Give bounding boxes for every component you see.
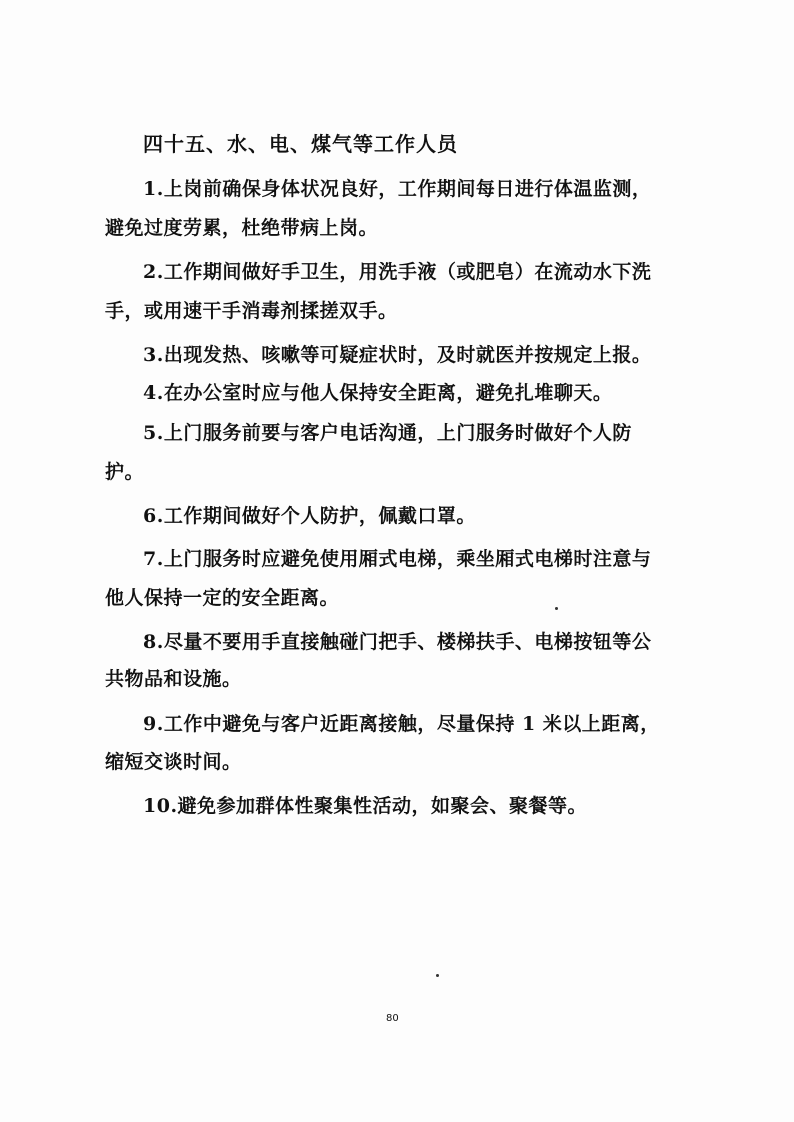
item-5-line-2: 护。	[105, 461, 145, 483]
item-1-line-1: 1.上岗前确保身体状况良好，工作期间每日进行体温监测，	[143, 178, 652, 200]
item-9-line-2: 缩短交谈时间。	[105, 751, 242, 773]
item-7-line-2: 他人保持一定的安全距离。	[105, 587, 340, 609]
item-9-line-1: 9.工作中避免与客户近距离接触，尽量保持 1 米以上距离，	[143, 713, 660, 735]
scan-speck	[555, 607, 558, 610]
item-10-line-1: 10.避免参加群体性聚集性活动，如聚会、聚餐等。	[143, 795, 588, 817]
item-7-line-1: 7.上门服务时应避免使用厢式电梯，乘坐厢式电梯时注意与	[143, 548, 652, 570]
item-3-line-1: 3.出现发热、咳嗽等可疑症状时，及时就医并按规定上报。	[143, 344, 652, 366]
item-8-line-2: 共物品和设施。	[105, 668, 242, 690]
item-5-line-1: 5.上门服务前要与客户电话沟通，上门服务时做好个人防	[143, 422, 632, 444]
item-8-line-1: 8.尽量不要用手直接触碰门把手、楼梯扶手、电梯按钮等公	[143, 631, 652, 653]
item-4-line-1: 4.在办公室时应与他人保持安全距离，避免扎堆聊天。	[143, 382, 613, 404]
item-6-line-1: 6.工作期间做好个人防护，佩戴口罩。	[143, 505, 476, 527]
page-number: 80	[386, 1013, 399, 1024]
scan-speck	[436, 974, 439, 977]
item-2-line-2: 手，或用速干手消毒剂揉搓双手。	[105, 300, 398, 322]
section-heading: 四十五、水、电、煤气等工作人员	[143, 132, 458, 156]
item-2-line-1: 2.工作期间做好手卫生，用洗手液（或肥皂）在流动水下洗	[143, 261, 652, 283]
item-1-line-2: 避免过度劳累，杜绝带病上岗。	[105, 217, 379, 239]
